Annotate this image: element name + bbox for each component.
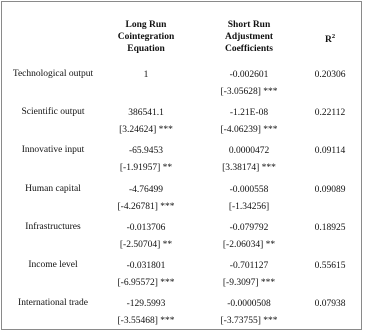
row-label-international-trade: International trade (18, 298, 88, 308)
row-label-innovative-input: Innovative input (21, 145, 85, 155)
row-label-infrastructures: Infrastructures (25, 222, 81, 232)
long-run-tstat: [3.24624] *** (119, 125, 173, 135)
short-run-value: -1.21E-08 (229, 108, 269, 118)
short-run-tstat: [-4.06239] *** (220, 125, 278, 135)
r2-value: 0.09089 (314, 185, 346, 195)
short-run-tstat: [-3.05628] *** (220, 87, 278, 97)
r2-value: 0.22112 (314, 108, 346, 118)
short-run-value: -0.002601 (229, 70, 269, 80)
long-run-cell (104, 222, 188, 251)
short-run-cell (196, 107, 302, 136)
long-run-cell (104, 260, 188, 289)
r2-value: 0.18925 (314, 223, 346, 233)
long-run-value: 1 (143, 70, 149, 80)
header-long-run-line-3: Equation (127, 44, 165, 54)
short-run-cell (196, 69, 302, 98)
short-run-cell (196, 145, 302, 174)
row-label-income-level: Income level (28, 260, 78, 270)
long-run-tstat: [-6.95572] *** (117, 278, 175, 288)
short-run-value: -0.000558 (229, 185, 269, 195)
header-long-run-line-2: Cointegration (117, 32, 175, 42)
long-run-tstat: [-1.91957] ** (119, 163, 173, 173)
r2-value: 0.55615 (314, 261, 346, 271)
header-short-run (196, 19, 302, 55)
short-run-cell (196, 260, 302, 289)
short-run-cell (196, 222, 302, 251)
header-long-run (104, 19, 188, 55)
r2-value: 0.20306 (314, 70, 346, 80)
header-short-run-line-2: Adjustment (224, 32, 274, 42)
short-run-value: -0.079792 (229, 223, 269, 233)
row-label-scientific-output: Scientific output (21, 107, 85, 117)
long-run-value: -4.76499 (128, 185, 164, 195)
short-run-tstat: [-1.34256] (228, 202, 270, 212)
short-run-tstat: [-3.73755] *** (220, 316, 278, 326)
long-run-tstat: [-4.26781] *** (117, 202, 175, 212)
long-run-cell (104, 184, 188, 213)
short-run-tstat: [-9.3097] *** (222, 278, 276, 288)
long-run-tstat: [-2.50704] ** (119, 240, 173, 250)
header-r-squared (300, 31, 360, 46)
header-r-squared-base: R (324, 35, 332, 45)
short-run-value: -0.0000508 (227, 299, 271, 309)
row-label-human-capital: Human capital (25, 184, 81, 194)
long-run-cell (104, 69, 188, 81)
short-run-cell (196, 298, 302, 327)
short-run-tstat: [3.38174] *** (222, 163, 276, 173)
short-run-value: 0.0000472 (228, 146, 270, 156)
long-run-value: -129.5993 (126, 299, 166, 309)
long-run-cell (104, 107, 188, 136)
header-r-squared-sup: 2 (331, 33, 336, 40)
long-run-tstat: [-3.55468] *** (117, 316, 175, 326)
short-run-tstat: [-2.06034] ** (222, 240, 276, 250)
long-run-value: 386541.1 (128, 108, 164, 118)
long-run-value: -0.031801 (126, 261, 166, 271)
long-run-cell (104, 298, 188, 327)
r2-value: 0.09114 (314, 146, 346, 156)
long-run-value: -65.9453 (128, 146, 164, 156)
header-short-run-line-1: Short Run (227, 20, 271, 30)
short-run-cell (196, 184, 302, 213)
r2-value: 0.07938 (314, 299, 346, 309)
long-run-cell (104, 145, 188, 174)
header-short-run-line-3: Coefficients (224, 44, 273, 54)
short-run-value: -0.701127 (229, 261, 269, 271)
long-run-value: -0.013706 (126, 223, 166, 233)
row-label-technological-output: Technological output (12, 69, 94, 79)
header-long-run-line-1: Long Run (125, 20, 167, 30)
